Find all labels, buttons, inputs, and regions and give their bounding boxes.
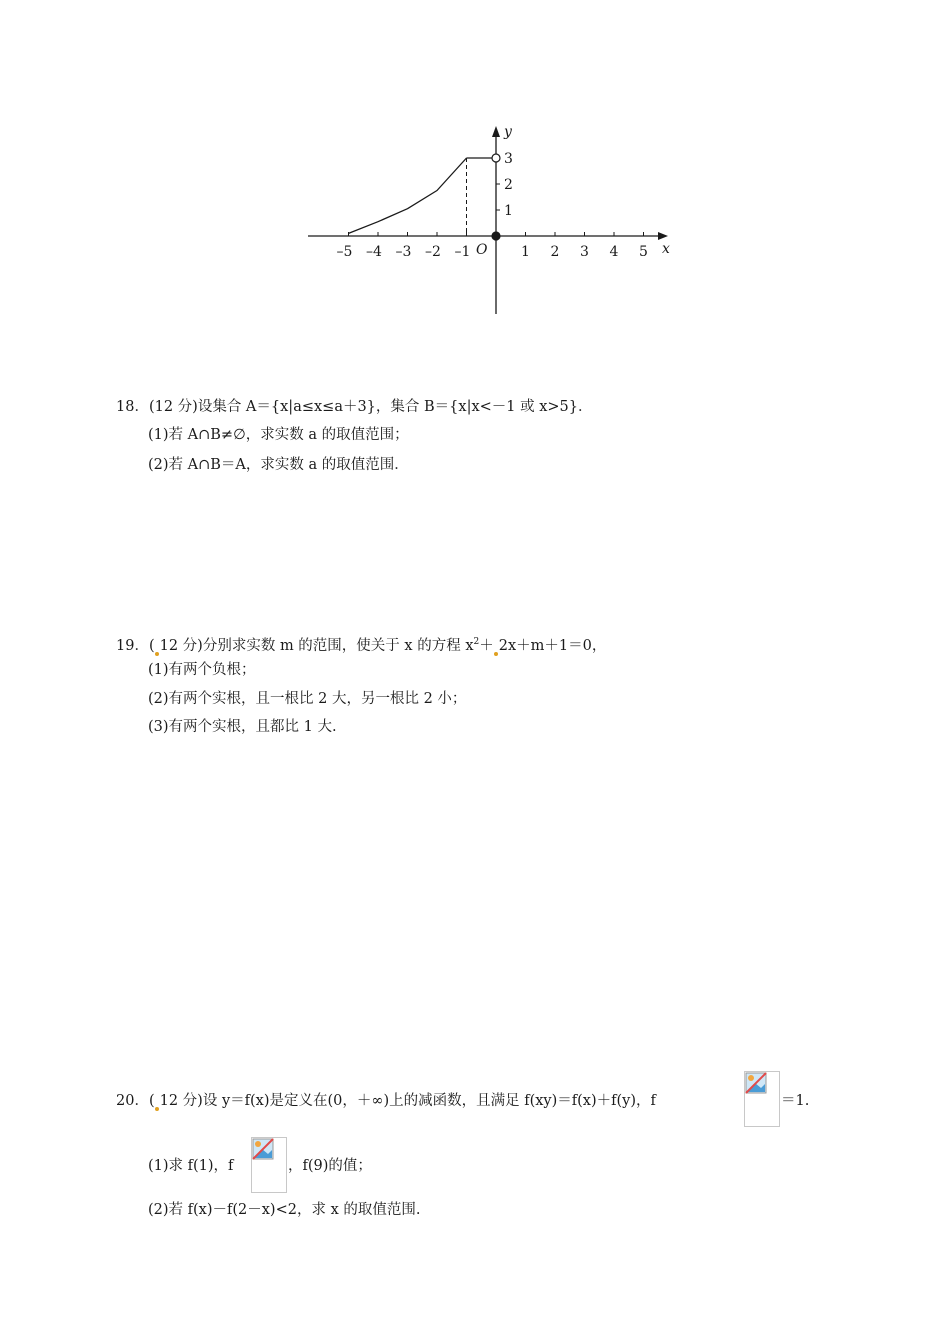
y-tick-label: 2 (504, 177, 513, 193)
origin-label: O (476, 242, 488, 258)
closed-point (492, 232, 500, 240)
y-axis-arrow-icon (492, 126, 500, 137)
question-18-part-2: (2)若 A∩B＝A，求实数 a 的取值范围． (148, 457, 409, 473)
x-axis-arrow-icon (658, 232, 668, 240)
edit-mark-icon (494, 652, 498, 656)
x-tick-label: 1 (521, 244, 530, 260)
broken-image-icon (744, 1071, 780, 1127)
curve-series (349, 158, 467, 233)
exponent: 2 (473, 637, 480, 647)
question-19-part-1: (1)有两个负根； (148, 662, 256, 678)
x-tick-label: –4 (366, 244, 382, 260)
function-graph (300, 118, 680, 323)
question-19: 19．( 12 分)分别求实数 m 的范围，使关于 x 的方程 $x^2+ 2x+m+1=0$， (116, 637, 607, 654)
y-tick-label: 1 (504, 203, 513, 219)
y-tick-label: 3 (504, 151, 513, 167)
x-tick-label: 5 (639, 244, 648, 260)
question-19-part-3: (3)有两个实根，且都比 1 大. (148, 719, 337, 735)
edit-mark-icon (155, 652, 159, 656)
x-tick-label: –3 (395, 244, 412, 260)
question-19-number: 19． (116, 637, 149, 654)
y-axis-label: y (504, 124, 512, 140)
x-tick-label: 3 (580, 244, 589, 260)
question-20-equals-one: ＝1. (781, 1093, 810, 1109)
x-axis-label: x (662, 241, 670, 257)
question-19-text-b: ＋ (479, 637, 494, 654)
question-18-part-1: (1)若 A∩B≠∅，求实数 a 的取值范围； (148, 427, 409, 443)
question-20-text-a: 12 分)设 y＝f(x)是定义在(0，＋∞)上的减函数，且满足 f(xy)＝f(x)＋f(y)，f (159, 1093, 656, 1109)
x-tick-label: –1 (454, 244, 471, 260)
question-20-part-2: (2)若 f(x)－f(2－x)<2，求 x 的取值范围. (148, 1202, 421, 1218)
x-tick-label: –2 (425, 244, 441, 260)
edit-mark-icon (155, 1107, 159, 1111)
open-point (492, 154, 500, 162)
question-18: 18．(12 分)设集合 A＝{x|a≤x≤a＋3}，集合 B＝{x|x<－1 或 x>5}． (116, 399, 593, 415)
question-20-number: 20． (116, 1093, 149, 1109)
broken-image-icon (251, 1137, 287, 1193)
question-19-text-a: 12 分)分别求实数 m 的范围，使关于 x 的方程 x (159, 637, 474, 654)
question-20: 20．( 12 分)设 y＝f(x)是定义在(0，＋∞)上的减函数，且满足 f(xy)＝f(x)＋f(y)，f (116, 1093, 656, 1109)
x-tick-label: 4 (609, 244, 619, 260)
question-19-text-c: 2x＋m＋1＝0， (498, 637, 607, 654)
question-20-part-1-a: (1)求 f(1)，f (148, 1158, 234, 1174)
question-20-part-1-b: ，f(9)的值； (288, 1158, 372, 1174)
x-tick-label: –5 (336, 244, 353, 260)
question-19-part-2: (2)有两个实根，且一根比 2 大，另一根比 2 小； (148, 691, 467, 707)
x-tick-label: 2 (550, 244, 560, 260)
